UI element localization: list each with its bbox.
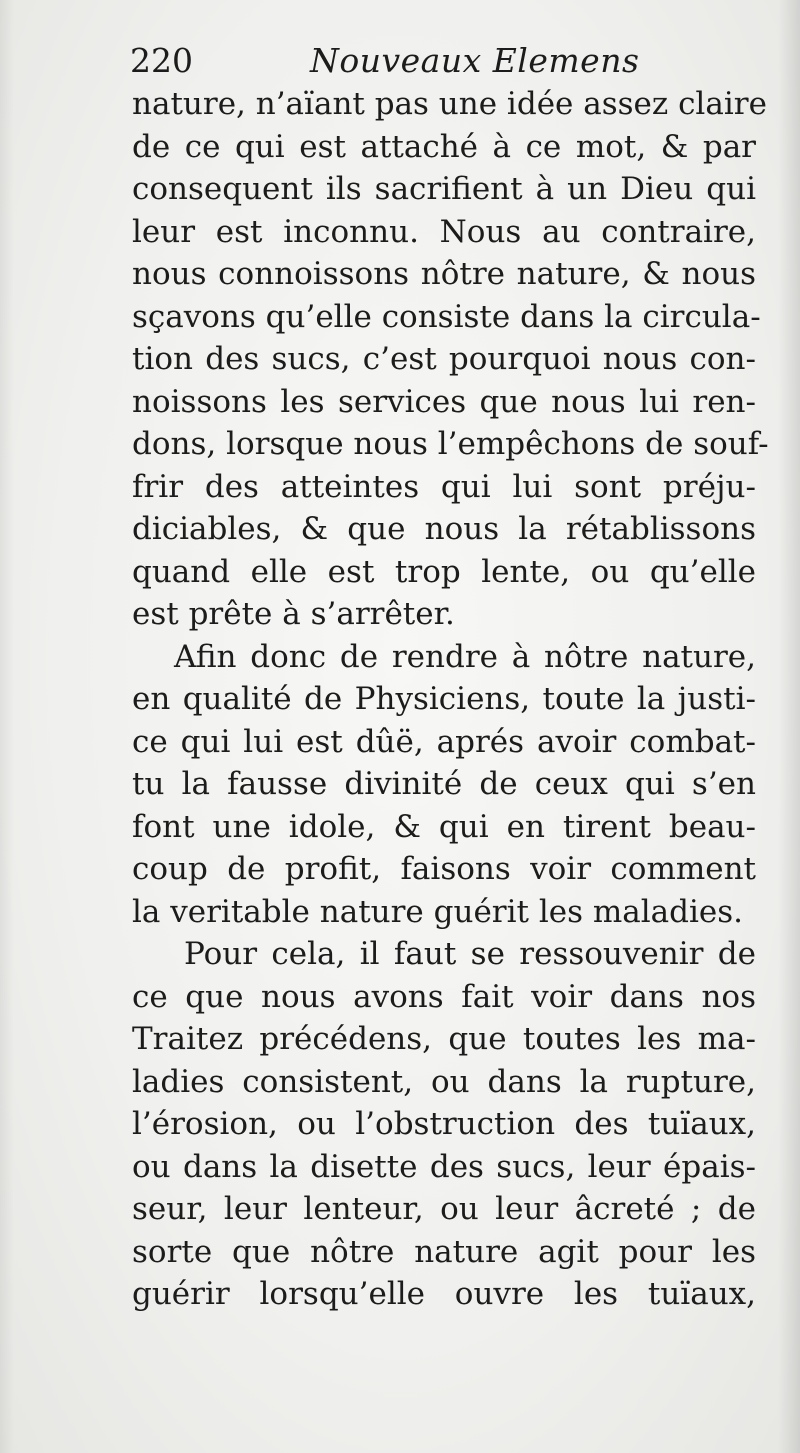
page-number: 220 — [130, 41, 193, 80]
text-line: sorte que nôtre nature agit pour les — [132, 1233, 756, 1270]
text-line: frir des atteintes qui lui sont préju- — [132, 468, 756, 505]
text-line: ladies consistent, ou dans la rupture, — [132, 1063, 756, 1100]
text-line: leur est inconnu. Nous au contraire, — [132, 213, 756, 250]
text-line: ou dans la disette des sucs, leur épais- — [132, 1148, 756, 1185]
text-line: l’érosion, ou l’obstruction des tuïaux, — [132, 1106, 756, 1142]
text-line: dons, lorsque nous l’empêchons de souf- — [132, 426, 769, 462]
text-line: en qualité de Physiciens, toute la justi- — [132, 681, 756, 717]
text-line: noissons les services que nous lui ren- — [132, 383, 756, 420]
running-head: Nouveaux Elemens — [310, 41, 640, 80]
text-line: seur, leur lenteur, ou leur âcreté ; de — [132, 1191, 756, 1227]
page-gutter-shadow — [0, 0, 14, 1453]
text-line: consequent ils sacrifient à un Dieu qui — [132, 171, 756, 207]
text-line: la veritable nature guérit les maladies. — [132, 893, 743, 930]
text-line: est prête à s’arrêter. — [132, 596, 455, 632]
text-line: diciables, & que nous la rétablissons — [132, 511, 756, 547]
text-line: tion des sucs, c’est pourquoi nous con- — [132, 341, 756, 377]
text-line: Traitez précédens, que toutes les ma- — [132, 1021, 756, 1057]
text-line: quand elle est trop lente, ou qu’elle — [132, 553, 756, 590]
body-text — [132, 83, 769, 1316]
text-line: coup de profit, faisons voir comment — [132, 851, 756, 887]
text-line: nous connoissons nôtre nature, & nous — [132, 256, 756, 292]
page-edge-shadow — [778, 0, 800, 1453]
page-header — [130, 36, 690, 86]
text-line: font une idole, & qui en tirent beau- — [132, 808, 756, 845]
text-line: de ce qui est attaché à ce mot, & par — [132, 128, 756, 165]
text-line: guérir lorsqu’elle ouvre les tuïaux, — [132, 1276, 756, 1312]
text-line: Pour cela, il faut se ressouvenir de — [184, 936, 756, 972]
text-line: ce qui lui est dûë, aprés avoir combat- — [132, 723, 756, 760]
text-line: nature, n’aïant pas une idée assez claire — [132, 86, 767, 122]
text-line: tu la fausse divinité de ceux qui s’en — [132, 766, 756, 802]
text-line: sçavons qu’elle consiste dans la circula- — [132, 298, 761, 335]
text-line: Afin donc de rendre à nôtre nature, — [174, 638, 756, 675]
text-line: ce que nous avons fait voir dans nos — [132, 978, 756, 1015]
